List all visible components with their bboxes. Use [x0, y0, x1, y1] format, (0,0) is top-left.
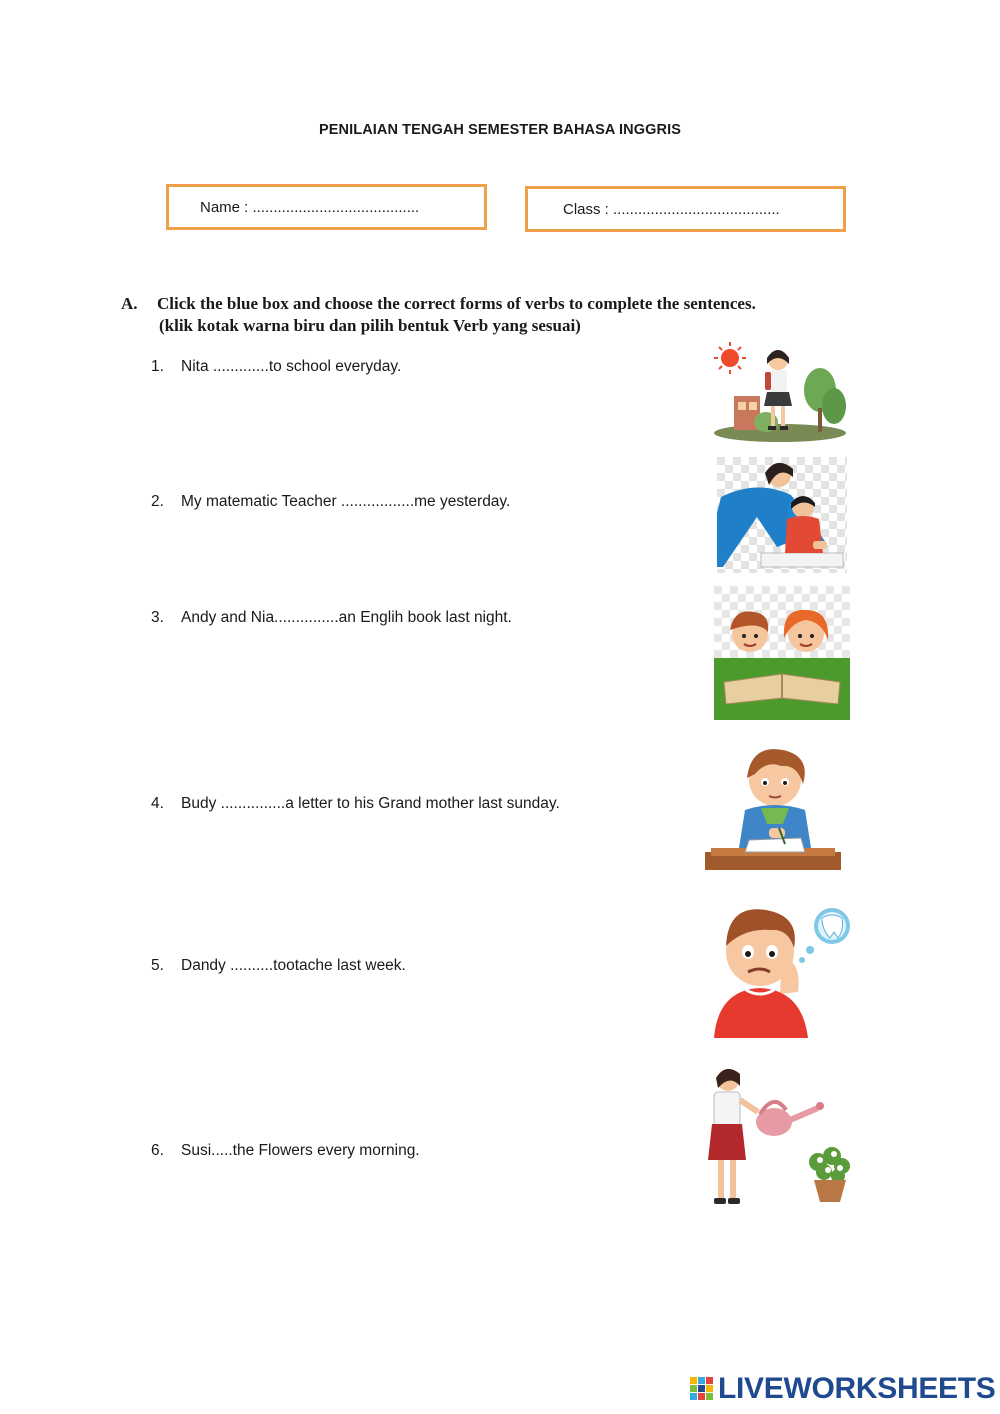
- girl-going-to-school-illustration: [712, 340, 848, 444]
- liveworksheets-logo: [690, 1372, 996, 1406]
- question-4: [151, 795, 560, 813]
- boy-writing-letter-illustration: [705, 744, 841, 870]
- question-text: Andy and Nia...............an Englih book last night.: [181, 609, 512, 626]
- teacher-helping-student-illustration: [717, 457, 847, 573]
- question-number: 6.: [151, 1142, 164, 1159]
- question-text: Budy ...............a letter to his Grand mother last sunday.: [181, 795, 560, 812]
- name-field[interactable]: [166, 184, 487, 230]
- question-number: 4.: [151, 795, 164, 812]
- question-text: My matematic Teacher .................me yesterday.: [181, 493, 511, 510]
- question-number: 1.: [151, 358, 164, 375]
- section-letter: A.: [121, 294, 138, 313]
- question-3: [151, 609, 512, 627]
- liveworksheets-brand-text: LIVEWORKSHEETS: [718, 1372, 996, 1405]
- liveworksheets-icon: [690, 1377, 714, 1401]
- question-number: 3.: [151, 609, 164, 626]
- question-number: 5.: [151, 957, 164, 974]
- question-text: Dandy ..........tootache last week.: [181, 957, 406, 974]
- page-title: PENILAIAN TENGAH SEMESTER BAHASA INGGRIS: [319, 122, 681, 138]
- instruction-text: Click the blue box and choose the correct forms of verbs to complete the sentences.: [157, 294, 756, 313]
- girl-watering-flowers-illustration: [700, 1064, 856, 1216]
- question-text: Nita .............to school everyday.: [181, 358, 402, 375]
- children-reading-book-illustration: [714, 586, 850, 720]
- instruction-text-indonesian: (klik kotak warna biru dan pilih bentuk Verb yang sesuai): [159, 316, 581, 335]
- question-number: 2.: [151, 493, 164, 510]
- name-field-label: Name : ........................................: [200, 198, 420, 216]
- question-1: [151, 358, 401, 376]
- class-field-label: Class : ........................................: [563, 200, 780, 218]
- class-field[interactable]: [525, 186, 846, 232]
- question-2: [151, 493, 510, 511]
- question-5: [151, 957, 406, 975]
- boy-with-toothache-illustration: [710, 904, 852, 1038]
- question-text: Susi.....the Flowers every morning.: [181, 1142, 420, 1159]
- question-6: [151, 1142, 420, 1160]
